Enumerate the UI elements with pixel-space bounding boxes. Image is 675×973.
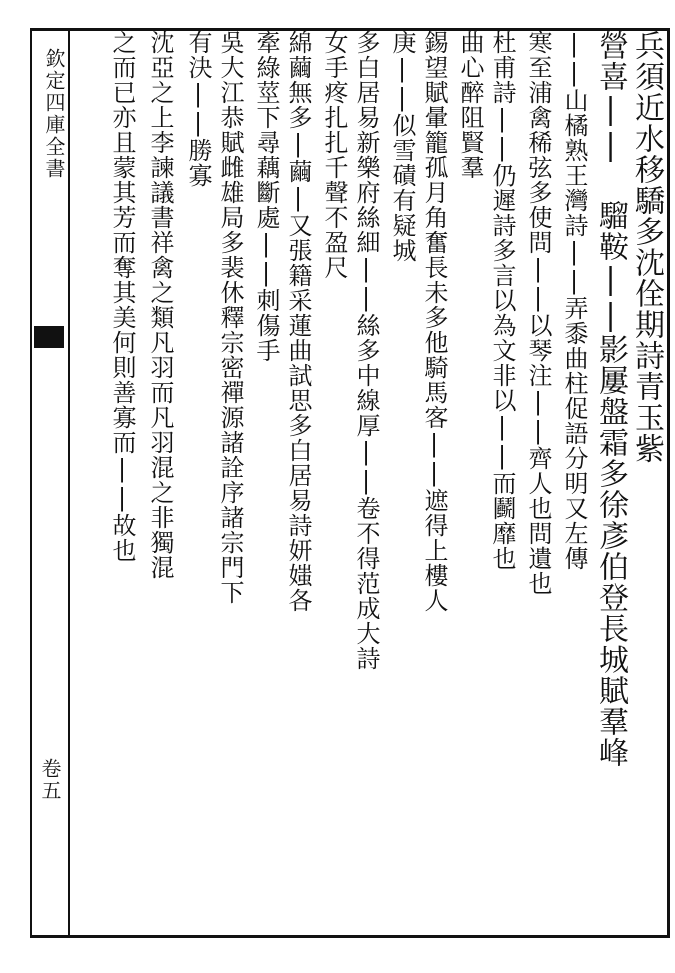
text-column-1: 兵須近水移驕多沈佺期詩青玉紫 (629, 30, 664, 464)
text-column-15: 沈亞之上李諫議書祥禽之類凡羽而凡羽混之非獨混 (146, 30, 174, 580)
text-column-3: ||山橘熟王灣詩||弄黍曲柱促語分明又左傳 (560, 30, 588, 571)
edge-folio-number: 卷五 (38, 758, 62, 802)
text-column-14: 有決||勝寡 (184, 30, 212, 188)
text-column-10: 女手疼扎扎千聲不盈尺 (320, 30, 348, 280)
right-border (667, 28, 670, 938)
text-column-12: 牽綠莖下尋藕斷處||刺傷手 (252, 30, 280, 363)
text-column-9: 多白居易新樂府絲細||絲多中線厚||卷不得范成大詩 (352, 30, 380, 671)
text-column-11: 綿繭無多|繭|又張籍采蓮曲試思多白居易詩妍媸各 (284, 30, 312, 613)
edge-book-title: 欽定四庫全書 (42, 48, 66, 180)
text-column-13: 吳大江恭賦雌雄局多裴休釋宗密禪源諸詮序諸宗門下 (216, 30, 244, 605)
text-column-7: 錫望賦暈籠孤月角奮長未多他騎馬客||遮得上樓人 (420, 30, 448, 613)
text-column-2: 營喜|| 騮鞍||影屢盤霜多徐彥伯登長城賦羣峰 (593, 30, 628, 768)
text-column-8: 庚||似雪磧有疑城 (388, 30, 416, 263)
text-column-6: 曲心醉阻賢羣 (456, 30, 484, 180)
text-column-5: 杜甫詩||仍遲詩多言以為文非以||而鬬靡也 (488, 30, 516, 571)
section-marker (34, 326, 64, 348)
bottom-border (30, 935, 670, 938)
text-column-4: 寒至浦禽稀弦多使問||以琴注||齊人也問遺也 (524, 30, 552, 596)
text-column-16: 之而已亦且蒙其芳而奪其美何則善寡而||故也 (108, 30, 136, 563)
binding-margin (0, 28, 70, 958)
